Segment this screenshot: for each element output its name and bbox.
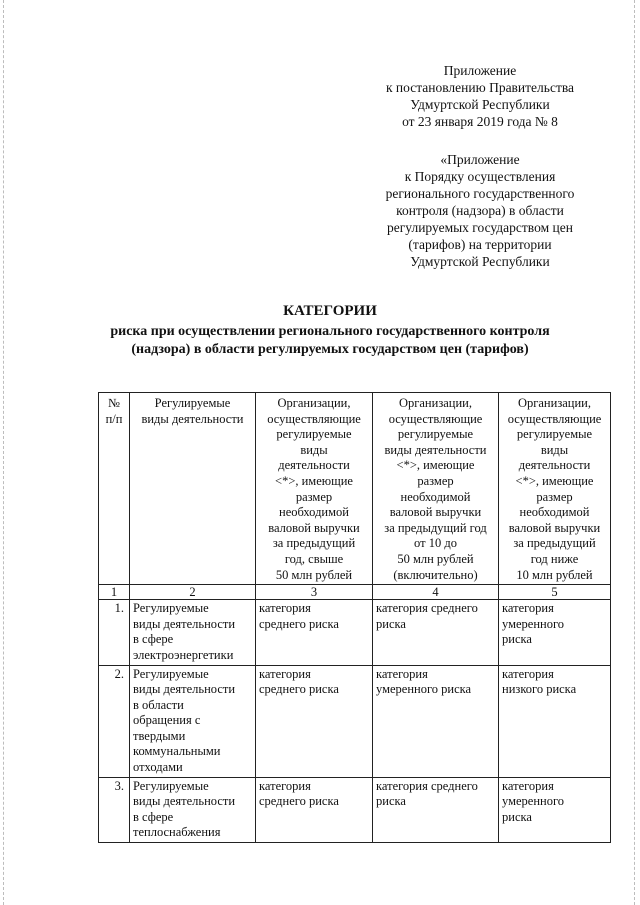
order-header-line: контроля (надзора) в области (396, 203, 564, 218)
risk-cell-high-revenue: категория среднего риска (256, 665, 373, 777)
order-header-line: к Порядку осуществления (404, 169, 556, 184)
risk-cell-low-revenue: категория умеренного риска (499, 600, 611, 665)
risk-cell-mid-revenue: категория среднего риска (373, 600, 499, 665)
order-header-line: Удмуртской Республики (410, 254, 550, 269)
activity-cell: Регулируемые виды деятельности в сфере электроэнергетики (130, 600, 256, 665)
column-number-row (99, 585, 611, 600)
order-header-line: «Приложение (440, 152, 520, 167)
header-cell-number: № п/п (99, 393, 130, 585)
activity-cell: Регулируемые виды деятельности в области обращения с твердыми коммунальными отходами (130, 665, 256, 777)
appendix-header-line: Удмуртской Республики (410, 97, 550, 112)
risk-cell-mid-revenue: категория среднего риска (373, 777, 499, 842)
row-number: 3. (99, 777, 130, 842)
order-appendix-header (340, 151, 620, 270)
document-title (80, 302, 580, 359)
risk-cell-low-revenue: категория умеренного риска (499, 777, 611, 842)
order-header-line: (тарифов) на территории (408, 237, 552, 252)
risk-cell-high-revenue: категория среднего риска (256, 600, 373, 665)
appendix-header (360, 62, 600, 130)
appendix-header-line: к постановлению Правительства (385, 80, 575, 95)
order-header-line: регулируемых государством цен (387, 220, 573, 235)
scan-edge-left (3, 0, 4, 905)
activity-cell: Регулируемые виды деятельности в сфере теплоснабжения (130, 777, 256, 842)
table-row (99, 665, 611, 777)
table-row (99, 600, 611, 665)
appendix-header-line: от 23 января 2019 года № 8 (402, 114, 558, 129)
column-number: 1 (99, 585, 130, 600)
title-subtitle-line: (надзора) в области регулируемых государством цен (тарифов) (131, 342, 529, 357)
header-cell-revenue-under-10: Организации, осуществляющие регулируемые виды деятельности <*>, имеющие размер необходимой валовой выручки за предыдущий год ниже 10 млн рублей (499, 393, 611, 585)
column-number: 2 (130, 585, 256, 600)
scan-edge-right (634, 0, 635, 905)
header-cell-revenue-10-to-50: Организации, осуществляющие регулируемые виды деятельности <*>, имеющие размер необходимой валовой выручки за предыдущий год от 10 до 50 млн рублей (включительно) (373, 393, 499, 585)
title-main: КАТЕГОРИИ (283, 303, 377, 319)
column-number: 4 (373, 585, 499, 600)
risk-categories-table (98, 392, 611, 843)
risk-cell-high-revenue: категория среднего риска (256, 777, 373, 842)
table-row (99, 777, 611, 842)
risk-cell-mid-revenue: категория умеренного риска (373, 665, 499, 777)
order-header-line: регионального государственного (385, 186, 575, 201)
appendix-header-line: Приложение (443, 63, 517, 78)
header-cell-revenue-over-50: Организации, осуществляющие регулируемые виды деятельности <*>, имеющие размер необходимой валовой выручки за предыдущий год, свыше 50 млн рублей (256, 393, 373, 585)
table-header-row (99, 393, 611, 585)
header-cell-activity: Регулируемые виды деятельности (130, 393, 256, 585)
row-number: 2. (99, 665, 130, 777)
column-number: 5 (499, 585, 611, 600)
risk-cell-low-revenue: категория низкого риска (499, 665, 611, 777)
row-number: 1. (99, 600, 130, 665)
title-subtitle-line: риска при осуществлении регионального государственного контроля (110, 324, 550, 339)
column-number: 3 (256, 585, 373, 600)
